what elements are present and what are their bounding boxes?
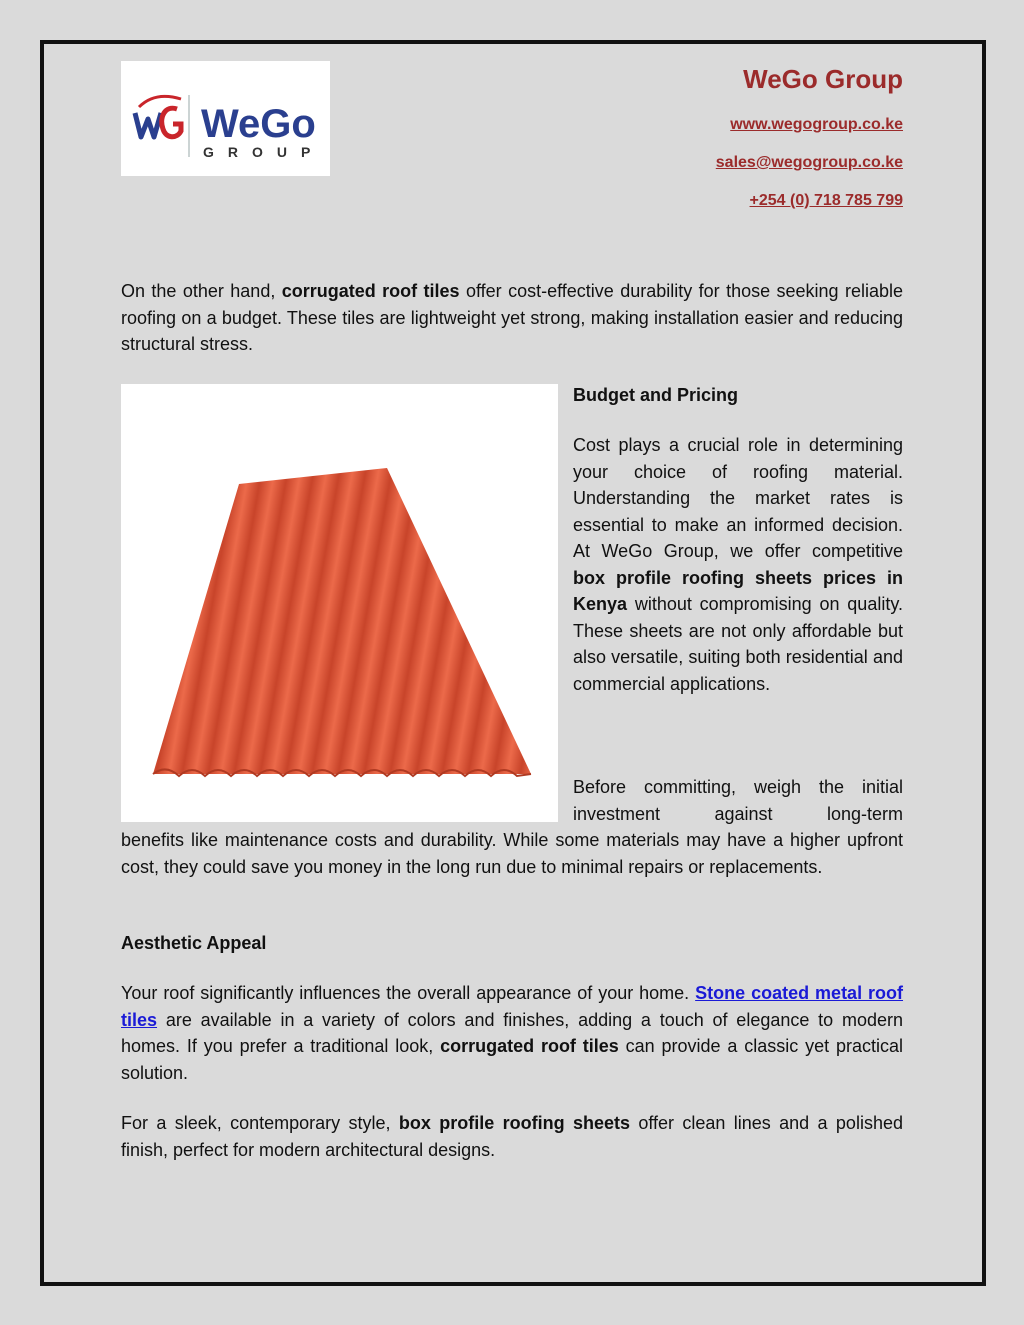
email-link[interactable]: sales@wegogroup.co.ke	[715, 154, 903, 171]
company-logo	[121, 61, 330, 176]
logo-wordmark: WeGo	[201, 102, 316, 146]
stone-coated-tiles-link[interactable]: Stone coated metal roof tiles	[121, 983, 904, 1030]
logo-subtext: GROUP	[203, 144, 325, 160]
budget-paragraph-2-start: Before committing, weigh the initial investment against long-term	[573, 777, 903, 824]
intro-paragraph: On the other hand, corrugated roof tiles offer cost-effective durability for those seeking reliable roofing on a budget. These tiles are lightweight yet strong, making installation easier and reducing structural stress.	[121, 281, 903, 354]
corrugated-sheet-image	[121, 384, 558, 822]
aesthetic-paragraph-2: For a sleek, contemporary style, box profile roofing sheets offer clean lines and a polished finish, perfect for modern architectural designs.	[121, 1113, 903, 1160]
brand-name: WeGo Group	[743, 64, 903, 94]
website-link[interactable]: www.wegogroup.co.ke	[730, 116, 903, 133]
budget-heading: Budget and Pricing	[573, 385, 739, 405]
contact-block	[716, 62, 903, 210]
budget-paragraph: Cost plays a crucial role in determining your choice of roofing material. Understanding the market rates is essential to make an informed decision. At WeGo Group, we offer competitive box profile roofing sheets prices in Kenya without compromising on quality. These sheets are not only affordable but also versatile, suiting both residential and commercial applications.	[573, 435, 903, 694]
aesthetic-paragraph: Your roof significantly influences the overall appearance of your home. Stone coated metal roof tiles are available in a variety of colors and finishes, adding a touch of elegance to modern homes. If you prefer a traditional look, corrugated roof tiles can provide a classic yet practical solution.	[121, 983, 904, 1083]
phone-link[interactable]: +254 (0) 718 785 799	[749, 192, 903, 209]
aesthetic-heading: Aesthetic Appeal	[121, 933, 267, 953]
budget-paragraph-2-rest: benefits like maintenance costs and durability. While some materials may have a higher upfront cost, they could save you money in the long run due to minimal repairs or replacements.	[121, 830, 903, 877]
